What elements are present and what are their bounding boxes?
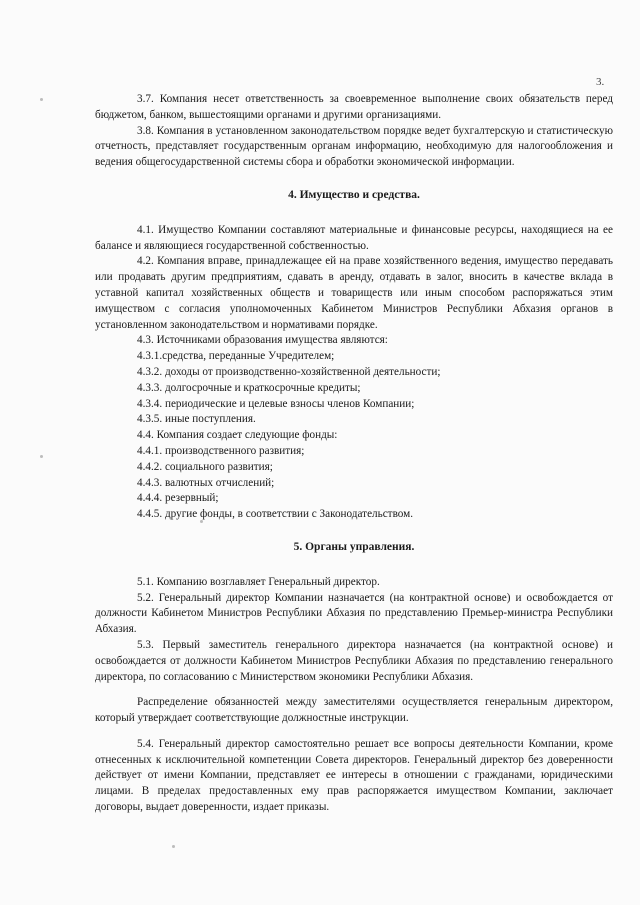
paragraph: 3.7. Компания несет ответственность за своевременное выполнение своих обязательств перед бюджетом, банком, вышестоящими органами и другими организациями. [95,93,613,121]
list-item: 4.3.5. иные поступления. [137,413,256,426]
list-item: 4.4. Компания создает следующие фонды: [137,429,338,442]
paragraph: 3.8. Компания в установленном законодательством порядке ведет бухгалтерскую и статистическую отчетность, представляет государственным органам информацию, необходимую для налогообложения и ведения общегосударственной системы сбора и обработки экономической информации. [95,124,613,169]
list-item: 4.3.1.средства, переданные Учредителем; [137,350,335,363]
list-item: 4.4.2. социального развития; [137,460,273,473]
paragraph: 4.2. Компания вправе, принадлежащее ей на праве хозяйственного ведения, имущество передавать или продавать другим предприятиям, сдавать в аренду, отдавать в залог, вносить в качестве вклада в уставной капитал хозяйственных обществ и товариществ или иным способом распоряжаться этим имуществом с согласия уполномоченных Кабинетом Министров Республики Абхазия органов в установленном законодательством и нормативами порядке. [95,255,613,331]
list-item: 4.4.5. другие фонды, в соответствии с Законодательством. [137,508,414,521]
paragraph-gap [95,727,613,737]
paragraph: 5.4. Генеральный директор самостоятельно решает все вопросы деятельности Компании, кроме отнесенных к исключительной компетенции Совета директоров. Генеральный директор без доверенности действует от имени Компании, представляет ее интересы в отношении с гражданами, юридическими лицами. В пределах предоставленных ему прав распоряжается имуществом Компании, заключает договоры, выдает доверенности, издает приказы. [95,737,613,814]
paragraph: 5.3. Первый заместитель генерального директора назначается (на контрактной основе) и освобождается от должности Кабинетом Министров Республики Абхазия по представлению генерального директора, по согласованию с Министерством экономики Республики Абхазия. [95,638,613,683]
paragraph: 5.2. Генеральный директор Компании назначается (на контрактной основе) и освобождается от должности Кабинетом Министров Республики Абхазия по представлению Премьер-министра Республики Абхазия. [95,591,613,636]
list-item: 4.3.3. долгосрочные и краткосрочные кредиты; [137,381,361,394]
section-heading: 4. Имущество и средства. [288,188,420,201]
list-item: 4.3.2. доходы от производственно-хозяйственной деятельности; [137,365,441,378]
scan-speck [40,98,43,101]
page-number: 3. [596,76,605,88]
scan-speck [172,845,175,848]
list-item: 5.1. Компанию возглавляет Генеральный директор. [137,575,380,588]
paragraph: 4.1. Имущество Компании составляют материальные и финансовые ресурсы, находящиеся на ее балансе и являющиеся государственной собственностью. [95,223,613,252]
list-item: 4.4.4. резервный; [137,492,219,505]
paragraph: Распределение обязанностей между заместителями осуществляется генеральным директором, который утверждает соответствующие должностные инструкции. [95,696,613,725]
scan-speck [200,520,203,523]
list-item: 4.4.3. валютных отчислений; [137,476,275,489]
section-heading: 5. Органы управления. [293,540,415,553]
list-item: 4.3. Источниками образования имущества являются: [137,334,388,347]
list-item: 4.3.4. периодические и целевые взносы членов Компании; [137,397,415,410]
document-body [95,92,613,816]
list-item: 4.4.1. производственного развития; [137,444,305,457]
paragraph-gap [95,685,613,695]
scan-speck [40,455,43,458]
